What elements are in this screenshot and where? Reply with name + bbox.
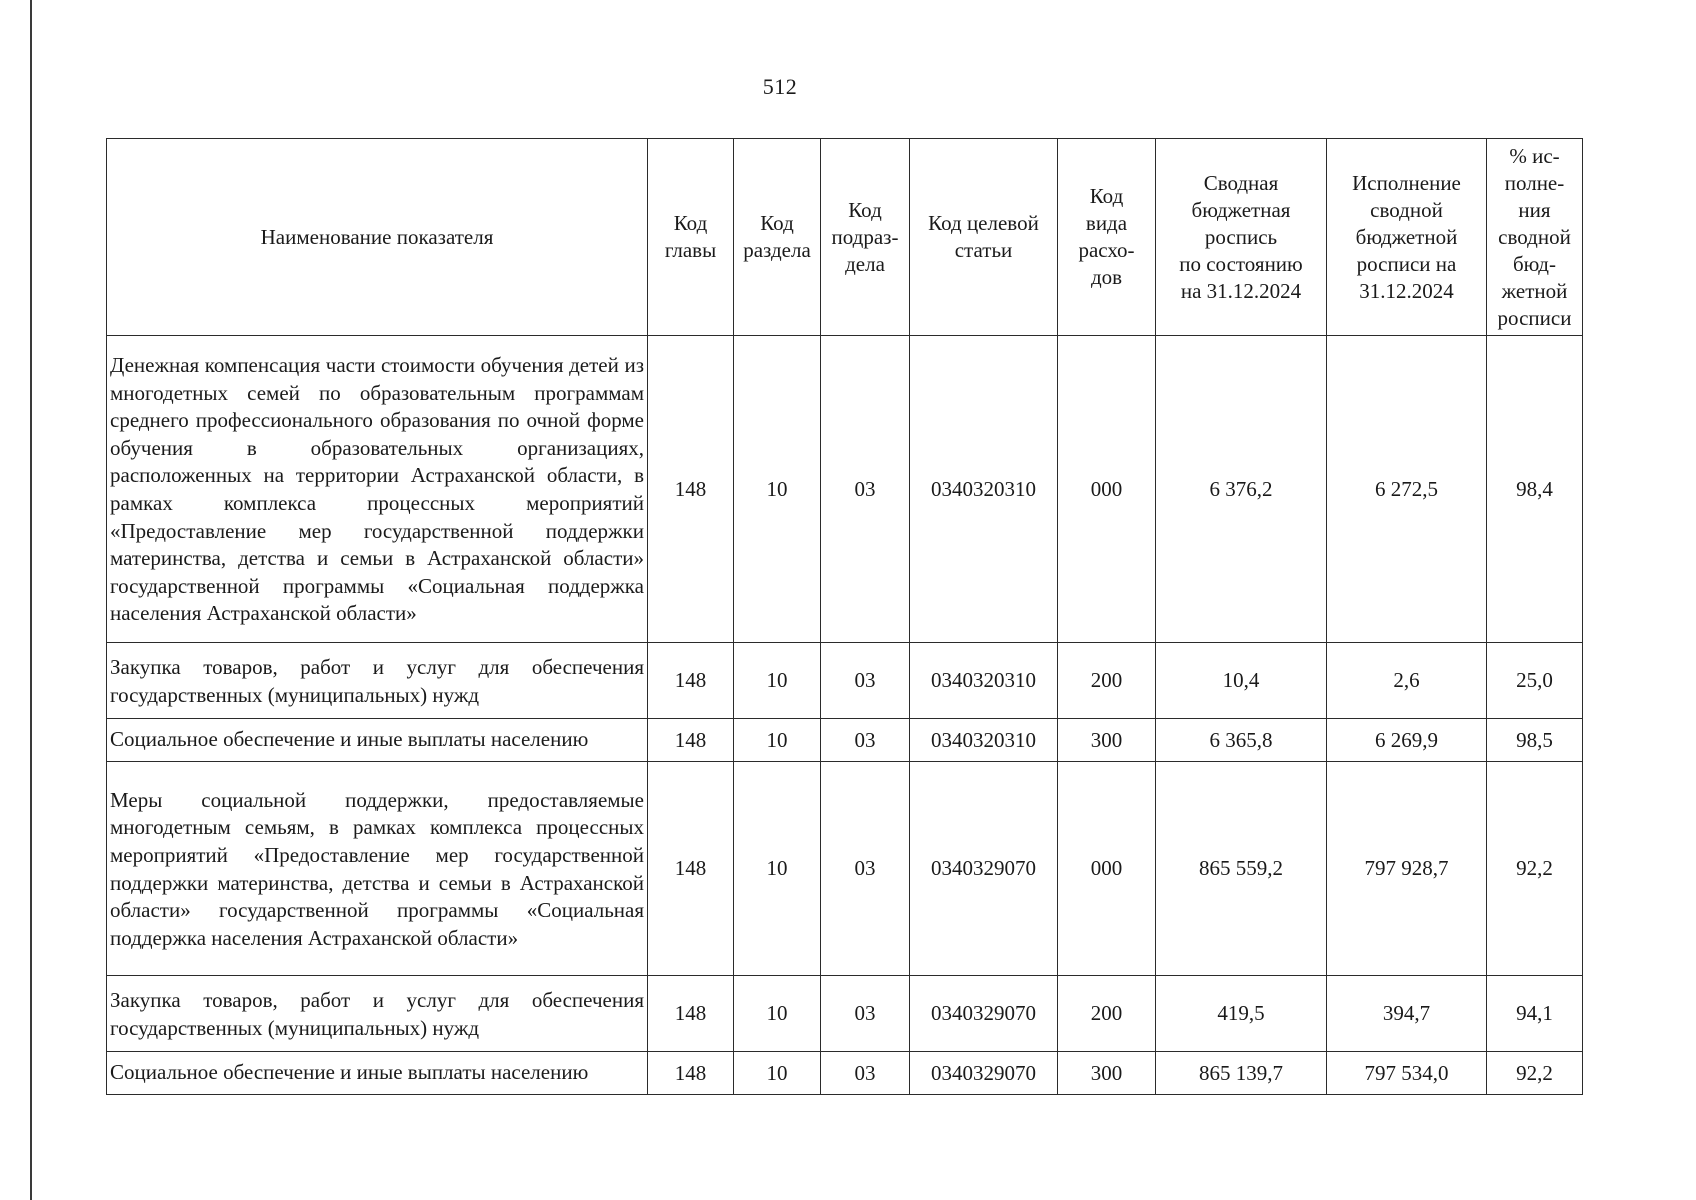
table-row [107,719,1583,762]
cell-expense-type: 200 [1058,976,1156,1052]
cell-execution: 6 272,5 [1327,336,1487,643]
cell-section: 10 [734,762,821,976]
cell-subsection: 03 [821,976,910,1052]
header-subsection-code: Код подраз- дела [821,139,910,336]
table-row [107,762,1583,976]
cell-subsection: 03 [821,643,910,719]
cell-target: 0340320310 [910,719,1058,762]
table-row [107,1052,1583,1095]
cell-execution: 2,6 [1327,643,1487,719]
cell-target: 0340320310 [910,336,1058,643]
cell-name: Закупка товаров, работ и услуг для обеспечения государственных (муниципальных) нужд [107,643,648,719]
cell-section: 10 [734,1052,821,1095]
cell-expense-type: 000 [1058,336,1156,643]
cell-chapter: 148 [648,643,734,719]
cell-percent: 25,0 [1487,643,1583,719]
cell-name: Денежная компенсация части стоимости обучения детей из многодетных семей по образовательным программам среднего профессионального образования по очной форме обучения в образовательных организациях, расположенных на территории Астраханской области, в рамках комплекса процессных мероприятий «Предоставление мер государственной поддержки материнства, детства и семьи в Астраханской области» государственной программы «Социальная поддержка населения Астраханской области» [107,336,648,643]
header-target-code: Код целевой статьи [910,139,1058,336]
cell-budget: 865 139,7 [1156,1052,1327,1095]
table-row [107,336,1583,643]
cell-budget: 865 559,2 [1156,762,1327,976]
cell-section: 10 [734,336,821,643]
cell-percent: 92,2 [1487,762,1583,976]
cell-subsection: 03 [821,762,910,976]
cell-execution: 797 534,0 [1327,1052,1487,1095]
header-name: Наименование показателя [107,139,648,336]
cell-budget: 6 365,8 [1156,719,1327,762]
cell-section: 10 [734,643,821,719]
header-percent: % ис- полне- ния сводной бюд- жетной росписи [1487,139,1583,336]
header-section-code: Код раздела [734,139,821,336]
cell-name: Социальное обеспечение и иные выплаты населению [107,719,648,762]
table-row [107,643,1583,719]
cell-budget: 6 376,2 [1156,336,1327,643]
cell-percent: 92,2 [1487,1052,1583,1095]
cell-expense-type: 300 [1058,719,1156,762]
cell-section: 10 [734,976,821,1052]
cell-percent: 94,1 [1487,976,1583,1052]
budget-execution-table [106,138,1583,1095]
cell-chapter: 148 [648,762,734,976]
binding-margin-line [30,0,32,1200]
cell-chapter: 148 [648,719,734,762]
cell-expense-type: 000 [1058,762,1156,976]
cell-expense-type: 200 [1058,643,1156,719]
cell-subsection: 03 [821,336,910,643]
cell-subsection: 03 [821,719,910,762]
header-execution: Исполнение сводной бюджетной росписи на 31.12.2024 [1327,139,1487,336]
cell-budget: 419,5 [1156,976,1327,1052]
cell-percent: 98,4 [1487,336,1583,643]
cell-chapter: 148 [648,336,734,643]
header-budget-list: Сводная бюджетная роспись по состоянию на 31.12.2024 [1156,139,1327,336]
header-chapter-code: Код главы [648,139,734,336]
cell-execution: 797 928,7 [1327,762,1487,976]
cell-percent: 98,5 [1487,719,1583,762]
cell-target: 0340329070 [910,762,1058,976]
table-row [107,976,1583,1052]
cell-expense-type: 300 [1058,1052,1156,1095]
cell-name: Социальное обеспечение и иные выплаты населению [107,1052,648,1095]
cell-section: 10 [734,719,821,762]
page-number: 512 [762,74,798,99]
cell-subsection: 03 [821,1052,910,1095]
cell-name: Меры социальной поддержки, предоставляемые многодетным семьям, в рамках комплекса процессных мероприятий «Предоставление мер государственной поддержки материнства, детства и семьи в Астраханской области» государственной программы «Социальная поддержка населения Астраханской области» [107,762,648,976]
cell-target: 0340329070 [910,1052,1058,1095]
cell-target: 0340329070 [910,976,1058,1052]
header-expense-type-code: Код вида расхо- дов [1058,139,1156,336]
cell-execution: 6 269,9 [1327,719,1487,762]
cell-chapter: 148 [648,976,734,1052]
table-header-row [107,139,1583,336]
cell-budget: 10,4 [1156,643,1327,719]
cell-target: 0340320310 [910,643,1058,719]
cell-name: Закупка товаров, работ и услуг для обеспечения государственных (муниципальных) нужд [107,976,648,1052]
cell-execution: 394,7 [1327,976,1487,1052]
cell-chapter: 148 [648,1052,734,1095]
